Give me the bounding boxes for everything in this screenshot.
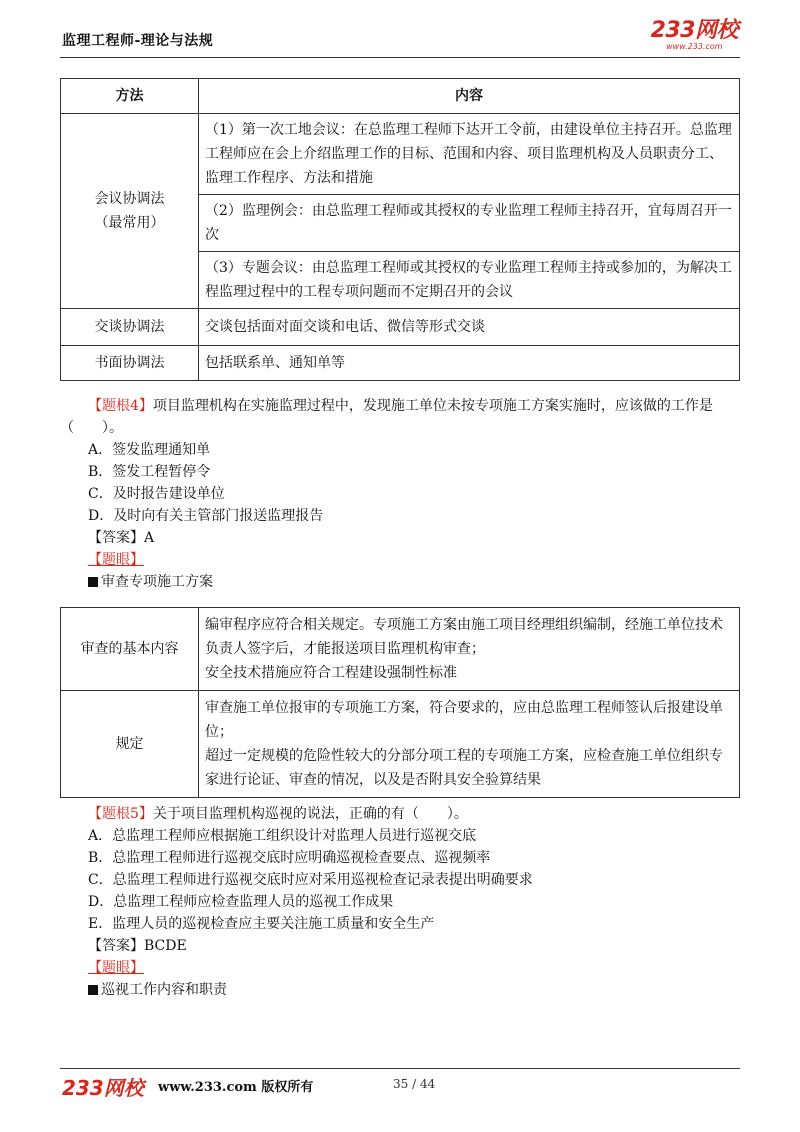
regular-meeting-cell: （2）监理例会：由总监理工程师或其授权的专业监理工程师主持召开，宜每周召开一次 <box>199 195 740 252</box>
option-c: C．及时报告建设单位 <box>88 486 225 502</box>
question-4-topic <box>88 571 750 593</box>
option-b: B．签发工程暂停令 <box>88 464 211 480</box>
meeting-method-cell <box>61 114 199 309</box>
option-e: E．监理人员的巡视检查应主要关注施工质量和安全生产 <box>88 916 435 932</box>
question-5-topic-text: 巡视工作内容和职责 <box>101 982 227 998</box>
footer-site-copyright: www.233.com 版权所有 <box>158 1080 314 1095</box>
table-header-row <box>61 79 740 114</box>
option-d: D．总监理工程师应检查监理人员的巡视工作成果 <box>88 894 394 910</box>
question-5 <box>60 803 750 1001</box>
option-a: A．签发监理通知单 <box>88 442 211 458</box>
question-4 <box>60 395 750 593</box>
review-content-label: 审查的基本内容 <box>61 608 199 691</box>
table-row <box>61 114 740 195</box>
meeting-method-label: 会议协调法 <box>94 191 165 207</box>
written-method-label: 书面协调法 <box>61 346 199 381</box>
question-5-stem <box>60 803 750 825</box>
page-number: 35 / 44 <box>393 1077 436 1091</box>
option-d: D．及时向有关主管部门报送监理报告 <box>88 508 324 524</box>
review-content-line: 安全技术措施应符合工程建设强制性标准 <box>205 665 457 681</box>
question-5-answer: 【答案】BCDE <box>88 938 187 954</box>
footer-divider <box>60 1068 740 1069</box>
question-4-topic-text: 审查专项施工方案 <box>101 574 213 590</box>
meeting-method-sub: （最常用） <box>94 215 165 231</box>
footer-logo: 233网校 <box>62 1076 144 1100</box>
document-title: 监理工程师-理论与法规 <box>62 33 214 49</box>
table-header-content: 内容 <box>199 79 740 114</box>
talk-method-label: 交谈协调法 <box>61 309 199 346</box>
first-site-meeting-cell: （1）第一次工地会议：在总监理工程师下达开工令前，由建设单位主持召开。总监理工程师应在会上介绍监理工作的目标、范围和内容、项目监理机构及人员职责分工、监理工作程序、方法和措施 <box>199 114 740 195</box>
option-c: C．总监理工程师进行巡视交底时应对采用巡视检查记录表提出明确要求 <box>88 872 533 888</box>
regulation-line: 审查施工单位报审的专项施工方案，符合要求的，应由总监理工程师签认后报建设单位； <box>205 700 723 740</box>
question-4-stem <box>60 395 750 439</box>
brand-logo <box>651 20 738 51</box>
logo-text: 233网校 <box>650 18 738 43</box>
question-4-key-point: 【题眼】 <box>88 552 144 568</box>
question-4-text: 项目监理机构在实施监理过程中，发现施工单位未按专项施工方案实施时，应该做的工作是（ ）。 <box>60 398 713 436</box>
regulation-cell <box>199 691 740 798</box>
table-row <box>61 309 740 346</box>
logo-subtext: www.233.com <box>666 42 723 51</box>
table-row <box>61 691 740 798</box>
question-5-tag: 【题根5】 <box>88 806 153 822</box>
question-4-answer: 【答案】A <box>88 530 155 546</box>
special-meeting-cell: （3）专题会议：由总监理工程师或其授权的专业监理工程师主持或参加的，为解决工程监理过程中的工程专项问题而不定期召开的会议 <box>199 252 740 309</box>
option-b: B．总监理工程师进行巡视交底时应明确巡视检查要点、巡视频率 <box>88 850 491 866</box>
review-content-cell <box>199 608 740 691</box>
table-row <box>61 608 740 691</box>
table-header-method: 方法 <box>61 79 199 114</box>
regulation-line: 超过一定规模的危险性较大的分部分项工程的专项施工方案，应检查施工单位组织专家进行论证、审查的情况，以及是否附具安全验算结果 <box>205 748 723 788</box>
question-5-topic <box>88 979 750 1001</box>
question-5-text: 关于项目监理机构巡视的说法，正确的有（ ）。 <box>152 806 468 822</box>
square-bullet-icon <box>88 577 98 587</box>
question-5-key-point: 【题眼】 <box>88 960 144 976</box>
header-divider <box>60 57 740 58</box>
option-a: A．总监理工程师应根据施工组织设计对监理人员进行巡视交底 <box>88 828 477 844</box>
special-plan-review-table <box>60 607 740 798</box>
talk-method-content: 交谈包括面对面交谈和电话、微信等形式交谈 <box>199 309 740 346</box>
square-bullet-icon <box>88 985 98 995</box>
coordination-methods-table <box>60 78 740 381</box>
question-4-tag: 【题根4】 <box>88 398 153 414</box>
table-row <box>61 346 740 381</box>
review-content-line: 编审程序应符合相关规定。专项施工方案由施工项目经理组织编制，经施工单位技术负责人签字后，才能报送项目监理机构审查； <box>205 617 723 657</box>
regulation-label: 规定 <box>61 691 199 798</box>
written-method-content: 包括联系单、通知单等 <box>199 346 740 381</box>
